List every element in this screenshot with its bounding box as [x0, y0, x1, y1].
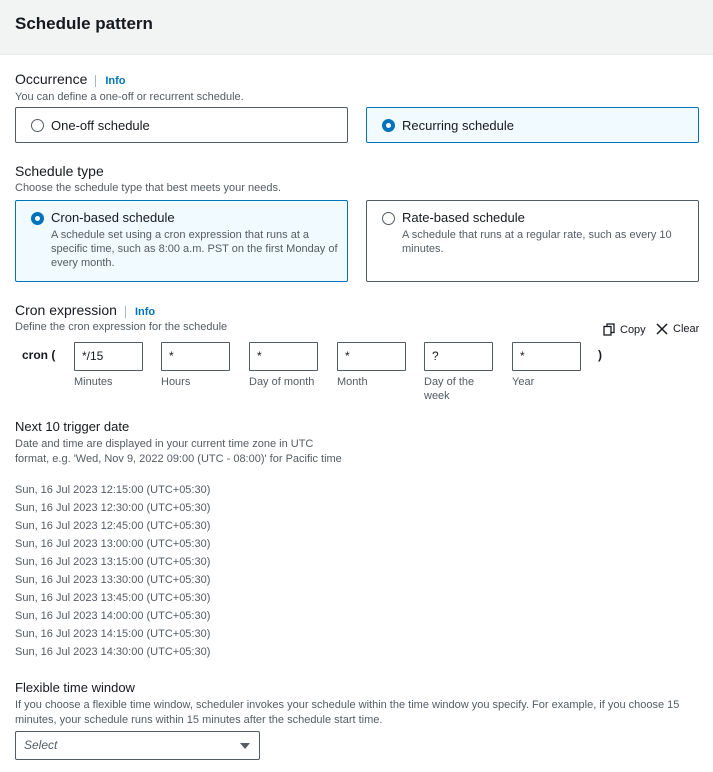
- flexible-window-label: Flexible time window: [15, 680, 135, 695]
- trigger-description-line2: format, e.g. 'Wed, Nov 9, 2022 09:00 (UTC - 08:00)' for Pacific time: [15, 453, 342, 465]
- trigger-description-line1: Date and time are displayed in your current time zone in UTC: [15, 438, 314, 450]
- trigger-date-item: Sun, 16 Jul 2023 12:45:00 (UTC+05:30): [15, 520, 211, 532]
- occurrence-label: [15, 71, 126, 87]
- radio-cron-based[interactable]: [31, 212, 44, 225]
- trigger-date-item: Sun, 16 Jul 2023 14:15:00 (UTC+05:30): [15, 628, 211, 640]
- trigger-date-item: Sun, 16 Jul 2023 13:45:00 (UTC+05:30): [15, 592, 211, 604]
- trigger-date-item: Sun, 16 Jul 2023 12:30:00 (UTC+05:30): [15, 502, 211, 514]
- cron-month-label: Month: [337, 376, 368, 388]
- clear-label: Clear: [673, 323, 700, 335]
- occurrence-description: You can define a one-off or recurrent schedule.: [15, 91, 244, 103]
- recurring-schedule-option[interactable]: [366, 107, 699, 143]
- cron-based-schedule-option[interactable]: [15, 200, 348, 282]
- cron-expression-label-text: Cron expression: [15, 302, 117, 318]
- cron-hours-input[interactable]: *: [161, 342, 230, 371]
- cron-day-of-week-input[interactable]: ?: [424, 342, 493, 371]
- schedule-type-label: Schedule type: [15, 163, 104, 179]
- schedule-type-description: Choose the schedule type that best meets your needs.: [15, 182, 281, 194]
- close-icon: [656, 323, 668, 335]
- caret-down-icon: [240, 743, 250, 749]
- cron-hours-label: Hours: [161, 376, 191, 388]
- page-header: [0, 0, 713, 55]
- radio-one-off[interactable]: [31, 119, 44, 132]
- trigger-date-item: Sun, 16 Jul 2023 13:15:00 (UTC+05:30): [15, 556, 211, 568]
- cron-year-input[interactable]: *: [512, 342, 581, 371]
- one-off-schedule-label: One-off schedule: [51, 118, 150, 133]
- occurrence-info-link[interactable]: Info: [95, 75, 125, 87]
- copy-label: Copy: [620, 323, 646, 336]
- cron-minutes-input[interactable]: */15: [74, 342, 143, 371]
- page-title: Schedule pattern: [15, 14, 153, 33]
- one-off-schedule-option[interactable]: [15, 107, 348, 143]
- radio-rate-based[interactable]: [382, 212, 395, 225]
- next-trigger-label: Next 10 trigger date: [15, 419, 130, 434]
- rate-based-schedule-description: A schedule that runs at a regular rate, such as every 10 minutes.: [402, 229, 672, 255]
- trigger-date-item: Sun, 16 Jul 2023 13:30:00 (UTC+05:30): [15, 574, 211, 586]
- cron-day-of-month-label: Day of month: [249, 376, 315, 388]
- flexible-window-description-line1: If you choose a flexible time window, scheduler invokes your schedule within the time window you specify. For example, if you choose 15: [15, 699, 680, 711]
- flexible-window-select[interactable]: [15, 731, 260, 760]
- cron-expression-description: Define the cron expression for the schedule: [15, 321, 228, 333]
- copy-button[interactable]: [603, 323, 646, 336]
- radio-recurring[interactable]: [382, 119, 395, 132]
- trigger-date-item: Sun, 16 Jul 2023 12:15:00 (UTC+05:30): [15, 484, 211, 496]
- cron-info-link[interactable]: Info: [125, 306, 155, 318]
- cron-minutes-label: Minutes: [74, 376, 113, 388]
- trigger-date-item: Sun, 16 Jul 2023 14:30:00 (UTC+05:30): [15, 646, 211, 658]
- cron-suffix: ): [598, 348, 602, 362]
- cron-year-label: Year: [512, 376, 535, 388]
- trigger-date-item: Sun, 16 Jul 2023 13:00:00 (UTC+05:30): [15, 538, 211, 550]
- occurrence-label-text: Occurrence: [15, 71, 88, 87]
- flexible-window-select-placeholder: Select: [24, 738, 58, 752]
- rate-based-schedule-label: Rate-based schedule: [402, 210, 525, 225]
- clear-button[interactable]: [656, 323, 699, 335]
- cron-day-of-month-input[interactable]: *: [249, 342, 318, 371]
- copy-icon: [603, 323, 615, 336]
- recurring-schedule-label: Recurring schedule: [402, 118, 515, 133]
- cron-based-schedule-label: Cron-based schedule: [51, 210, 175, 225]
- cron-based-schedule-description: A schedule set using a cron expression that runs at a specific time, such as 8:00 a.m. PST on the first Monday of every month.: [51, 229, 338, 269]
- cron-day-of-week-label: Day of the week: [424, 376, 475, 402]
- cron-expression-label: [15, 302, 155, 318]
- cron-prefix: cron (: [22, 348, 56, 362]
- flexible-window-description-line2: minutes, your schedule runs within 15 minutes after the schedule start time.: [15, 714, 383, 726]
- cron-month-input[interactable]: *: [337, 342, 406, 371]
- rate-based-schedule-option[interactable]: [366, 200, 699, 282]
- trigger-date-item: Sun, 16 Jul 2023 14:00:00 (UTC+05:30): [15, 610, 211, 622]
